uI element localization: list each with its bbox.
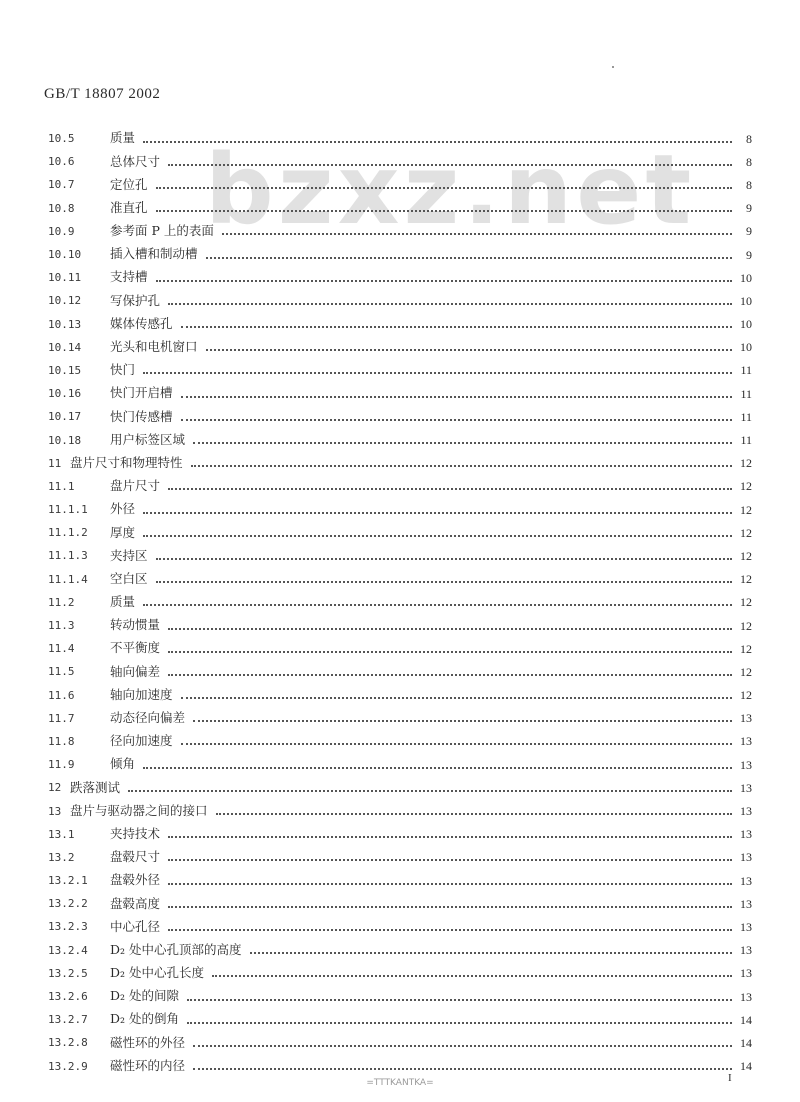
toc-entry-title: 快门 bbox=[110, 362, 136, 378]
toc-entry-page: 12 bbox=[740, 664, 752, 679]
toc-entry[interactable] bbox=[48, 776, 752, 799]
toc-entry[interactable] bbox=[48, 1008, 752, 1031]
toc-entry-title: 质量 bbox=[110, 594, 136, 610]
dot-leader bbox=[156, 581, 732, 583]
dot-leader bbox=[181, 396, 732, 398]
toc-entry-number: 13.2.2 bbox=[48, 897, 88, 911]
toc-entry-number: 13.2 bbox=[48, 850, 75, 864]
toc-entry-title: 不平衡度 bbox=[110, 640, 161, 656]
toc-entry-title: D₂ 处中心孔长度 bbox=[110, 965, 205, 981]
toc-entry-title: 磁性环的内径 bbox=[110, 1057, 186, 1073]
toc-entry-number: 10.11 bbox=[48, 271, 82, 285]
dot-leader bbox=[143, 604, 732, 606]
dot-leader bbox=[168, 651, 732, 653]
toc-entry-number: 11.1 bbox=[48, 479, 75, 493]
toc-entry-title: 媒体传感孔 bbox=[110, 315, 173, 331]
toc-entry-page: 9 bbox=[746, 224, 752, 239]
toc-entry-title: 转动惯量 bbox=[110, 617, 161, 633]
dot-leader bbox=[181, 419, 732, 421]
toc-entry-number: 13.2.8 bbox=[48, 1036, 88, 1050]
dot-leader bbox=[193, 442, 732, 444]
dot-leader bbox=[181, 697, 732, 699]
toc-entry-page: 13 bbox=[740, 943, 752, 958]
toc-entry-page: 12 bbox=[740, 618, 752, 633]
toc-entry[interactable] bbox=[48, 730, 752, 753]
toc-entry-page: 12 bbox=[740, 595, 752, 610]
toc-entry-page: 10 bbox=[740, 270, 752, 285]
toc-entry-title: 盘毂外径 bbox=[110, 872, 161, 888]
dot-leader bbox=[156, 187, 732, 189]
dot-leader bbox=[168, 906, 732, 908]
toc-entry-title: 磁性环的外径 bbox=[110, 1034, 186, 1050]
toc-entry-title: 空白区 bbox=[110, 570, 148, 586]
toc-entry-title: 快门开启槽 bbox=[110, 385, 173, 401]
dot-leader bbox=[143, 767, 732, 769]
toc-entry[interactable] bbox=[48, 660, 752, 683]
toc-entry-number: 11.3 bbox=[48, 619, 75, 633]
toc-entry[interactable] bbox=[48, 962, 752, 985]
toc-entry-title: 轴向加速度 bbox=[110, 686, 173, 702]
toc-entry-page: 13 bbox=[740, 711, 752, 726]
toc-entry-number: 10.13 bbox=[48, 317, 82, 331]
toc-entry[interactable] bbox=[48, 127, 752, 150]
toc-entry-number: 10.12 bbox=[48, 294, 82, 308]
toc-entry-page: 13 bbox=[740, 873, 752, 888]
toc-entry-page: 12 bbox=[740, 548, 752, 563]
toc-entry-title: 用户标签区域 bbox=[110, 431, 186, 447]
dot-leader bbox=[143, 141, 732, 143]
toc-entry-title: D₂ 处的倒角 bbox=[110, 1011, 180, 1027]
toc-entry-number: 10.14 bbox=[48, 340, 82, 354]
dot-leader bbox=[168, 929, 732, 931]
toc-entry-number: 11.4 bbox=[48, 642, 75, 656]
toc-entry-page: 12 bbox=[740, 688, 752, 703]
toc-entry-number: 11.5 bbox=[48, 665, 75, 679]
toc-entry-title: 轴向偏差 bbox=[110, 663, 161, 679]
dot-leader bbox=[181, 326, 732, 328]
toc-entry-number: 11.6 bbox=[48, 688, 75, 702]
toc-entry-page: 8 bbox=[746, 177, 752, 192]
dot-leader bbox=[181, 743, 732, 745]
toc-entry-number: 11.1.2 bbox=[48, 526, 88, 540]
toc-entry-title: 倾角 bbox=[110, 756, 136, 772]
table-of-contents bbox=[48, 127, 752, 1078]
toc-entry-page: 10 bbox=[740, 340, 752, 355]
toc-entry-page: 13 bbox=[740, 757, 752, 772]
toc-entry-page: 11 bbox=[740, 386, 752, 401]
dot-leader bbox=[143, 512, 732, 514]
toc-entry-number: 11.9 bbox=[48, 758, 75, 772]
dot-leader bbox=[168, 836, 732, 838]
dot-leader bbox=[143, 372, 732, 374]
toc-entry-title: 快门传感槽 bbox=[110, 408, 173, 424]
toc-entry-title: 盘片与驱动器之间的接口 bbox=[70, 802, 208, 818]
toc-entry-page: 9 bbox=[746, 201, 752, 216]
toc-entry-number: 13.2.3 bbox=[48, 920, 88, 934]
dot-leader bbox=[156, 210, 732, 212]
scan-speck bbox=[612, 66, 614, 68]
toc-entry-page: 11 bbox=[740, 409, 752, 424]
dot-leader bbox=[168, 303, 732, 305]
toc-entry-number: 13.2.1 bbox=[48, 874, 88, 888]
toc-entry-number: 12 bbox=[48, 781, 62, 795]
toc-entry-number: 11.1.4 bbox=[48, 572, 88, 586]
toc-entry-title: 径向加速度 bbox=[110, 733, 173, 749]
toc-entry-page: 12 bbox=[740, 572, 752, 587]
toc-entry-page: 13 bbox=[740, 734, 752, 749]
toc-entry[interactable] bbox=[48, 684, 752, 707]
dot-leader bbox=[156, 280, 732, 282]
toc-entry-number: 10.5 bbox=[48, 132, 75, 146]
toc-entry-number: 11.8 bbox=[48, 734, 75, 748]
toc-entry[interactable] bbox=[48, 939, 752, 962]
toc-entry-page: 12 bbox=[740, 641, 752, 656]
toc-entry-number: 10.10 bbox=[48, 248, 82, 262]
toc-entry[interactable] bbox=[48, 753, 752, 776]
toc-entry-title: 动态径向偏差 bbox=[110, 710, 186, 726]
toc-entry[interactable] bbox=[48, 823, 752, 846]
toc-entry-page: 8 bbox=[746, 131, 752, 146]
toc-entry-number: 10.9 bbox=[48, 224, 75, 238]
toc-entry-title: 参考面 P 上的表面 bbox=[110, 223, 214, 239]
toc-entry-page: 13 bbox=[740, 850, 752, 865]
toc-entry-title: 质量 bbox=[110, 130, 136, 146]
toc-entry-page: 13 bbox=[740, 804, 752, 819]
toc-entry-page: 12 bbox=[740, 525, 752, 540]
dot-leader bbox=[206, 257, 732, 259]
page-number-mark: I bbox=[728, 1072, 732, 1084]
toc-entry[interactable] bbox=[48, 197, 752, 220]
toc-entry[interactable] bbox=[48, 707, 752, 730]
dot-leader bbox=[193, 1068, 732, 1070]
toc-entry[interactable] bbox=[48, 869, 752, 892]
toc-entry-title: 写保护孔 bbox=[110, 292, 161, 308]
toc-entry-page: 8 bbox=[746, 154, 752, 169]
toc-entry[interactable] bbox=[48, 173, 752, 196]
dot-leader bbox=[250, 952, 732, 954]
toc-entry-title: 盘片尺寸和物理特性 bbox=[70, 454, 183, 470]
toc-entry-number: 10.15 bbox=[48, 363, 82, 377]
toc-entry-number: 11.1.1 bbox=[48, 503, 88, 517]
toc-entry[interactable] bbox=[48, 266, 752, 289]
toc-entry-number: 10.6 bbox=[48, 155, 75, 169]
dot-leader bbox=[191, 465, 732, 467]
toc-entry-number: 13.1 bbox=[48, 827, 75, 841]
dot-leader bbox=[168, 859, 732, 861]
toc-entry-page: 13 bbox=[740, 966, 752, 981]
toc-entry-page: 13 bbox=[740, 780, 752, 795]
toc-entry-title: 盘片尺寸 bbox=[110, 478, 161, 494]
toc-entry-page: 11 bbox=[740, 363, 752, 378]
toc-entry[interactable] bbox=[48, 475, 752, 498]
dot-leader bbox=[168, 488, 732, 490]
toc-entry-title: 准直孔 bbox=[110, 199, 148, 215]
toc-entry-title: 插入槽和制动槽 bbox=[110, 246, 198, 262]
toc-entry-number: 13.2.7 bbox=[48, 1013, 88, 1027]
dot-leader bbox=[168, 164, 732, 166]
toc-entry-page: 14 bbox=[740, 1059, 752, 1074]
dot-leader bbox=[212, 975, 732, 977]
toc-entry-title: 夹持区 bbox=[110, 547, 148, 563]
toc-entry[interactable] bbox=[48, 405, 752, 428]
toc-entry[interactable] bbox=[48, 452, 752, 475]
toc-entry[interactable] bbox=[48, 614, 752, 637]
toc-entry[interactable] bbox=[48, 985, 752, 1008]
toc-entry-title: 盘毂高度 bbox=[110, 895, 161, 911]
dot-leader bbox=[156, 558, 732, 560]
toc-entry-number: 11.2 bbox=[48, 595, 75, 609]
toc-entry-page: 12 bbox=[740, 456, 752, 471]
toc-entry-number: 13.2.4 bbox=[48, 943, 88, 957]
toc-entry-number: 11 bbox=[48, 456, 62, 470]
toc-entry-page: 10 bbox=[740, 293, 752, 308]
toc-entry-page: 9 bbox=[746, 247, 752, 262]
dot-leader bbox=[143, 535, 732, 537]
standard-code-header: GB/T 18807 2002 bbox=[44, 86, 161, 102]
toc-entry[interactable] bbox=[48, 336, 752, 359]
toc-entry[interactable] bbox=[48, 220, 752, 243]
toc-entry-page: 10 bbox=[740, 317, 752, 332]
toc-entry[interactable] bbox=[48, 637, 752, 660]
dot-leader bbox=[187, 1022, 732, 1024]
toc-entry-page: 13 bbox=[740, 896, 752, 911]
toc-entry-number: 10.18 bbox=[48, 433, 82, 447]
toc-entry-number: 13 bbox=[48, 804, 62, 818]
toc-entry-title: 总体尺寸 bbox=[110, 153, 161, 169]
toc-entry[interactable] bbox=[48, 498, 752, 521]
toc-entry-number: 13.2.9 bbox=[48, 1059, 88, 1073]
toc-entry-title: 中心孔径 bbox=[110, 918, 161, 934]
toc-entry[interactable] bbox=[48, 1031, 752, 1054]
toc-entry-page: 14 bbox=[740, 1012, 752, 1027]
toc-entry[interactable] bbox=[48, 799, 752, 822]
toc-entry-title: D₂ 处中心孔顶部的高度 bbox=[110, 941, 242, 957]
toc-entry-page: 13 bbox=[740, 919, 752, 934]
toc-entry-title: 光头和电机窗口 bbox=[110, 339, 198, 355]
toc-entry-title: 跌落测试 bbox=[70, 779, 121, 795]
toc-entry-page: 12 bbox=[740, 502, 752, 517]
toc-entry[interactable] bbox=[48, 382, 752, 405]
toc-entry-page: 12 bbox=[740, 479, 752, 494]
toc-entry[interactable] bbox=[48, 892, 752, 915]
toc-entry-title: D₂ 处的间隙 bbox=[110, 988, 180, 1004]
toc-entry-page: 13 bbox=[740, 827, 752, 842]
toc-entry[interactable] bbox=[48, 243, 752, 266]
toc-entry-number: 10.7 bbox=[48, 178, 75, 192]
toc-entry-number: 13.2.5 bbox=[48, 966, 88, 980]
toc-entry-page: 14 bbox=[740, 1035, 752, 1050]
dot-leader bbox=[193, 720, 732, 722]
toc-entry[interactable] bbox=[48, 359, 752, 382]
dot-leader bbox=[222, 233, 732, 235]
toc-entry[interactable] bbox=[48, 289, 752, 312]
toc-entry-title: 盘毂尺寸 bbox=[110, 849, 161, 865]
toc-entry[interactable] bbox=[48, 915, 752, 938]
dot-leader bbox=[128, 790, 732, 792]
toc-entry-number: 13.2.6 bbox=[48, 990, 88, 1004]
toc-entry[interactable] bbox=[48, 544, 752, 567]
toc-entry-number: 10.17 bbox=[48, 410, 82, 424]
toc-entry-page: 13 bbox=[740, 989, 752, 1004]
toc-entry-title: 夹持技术 bbox=[110, 825, 161, 841]
toc-entry-title: 定位孔 bbox=[110, 176, 148, 192]
dot-leader bbox=[193, 1045, 732, 1047]
toc-entry-title: 厚度 bbox=[110, 524, 136, 540]
dot-leader bbox=[216, 813, 732, 815]
toc-entry-page: 11 bbox=[740, 433, 752, 448]
toc-entry[interactable] bbox=[48, 313, 752, 336]
toc-entry-number: 10.16 bbox=[48, 387, 82, 401]
dot-leader bbox=[206, 349, 732, 351]
footer-text: =TTTKANTKA= bbox=[366, 1078, 434, 1088]
toc-entry[interactable] bbox=[48, 428, 752, 451]
toc-entry[interactable] bbox=[48, 591, 752, 614]
dot-leader bbox=[168, 628, 732, 630]
toc-entry-title: 外径 bbox=[110, 501, 136, 517]
toc-entry-number: 11.1.3 bbox=[48, 549, 88, 563]
dot-leader bbox=[187, 999, 732, 1001]
toc-entry[interactable] bbox=[48, 1055, 752, 1078]
toc-entry-number: 10.8 bbox=[48, 201, 75, 215]
dot-leader bbox=[168, 883, 732, 885]
toc-entry-title: 支持槽 bbox=[110, 269, 148, 285]
watermark-text: bzxz.net bbox=[205, 134, 696, 246]
dot-leader bbox=[168, 674, 732, 676]
toc-entry[interactable] bbox=[48, 568, 752, 591]
toc-entry-number: 11.7 bbox=[48, 711, 75, 725]
toc-entry[interactable] bbox=[48, 846, 752, 869]
toc-entry[interactable] bbox=[48, 150, 752, 173]
toc-entry[interactable] bbox=[48, 521, 752, 544]
